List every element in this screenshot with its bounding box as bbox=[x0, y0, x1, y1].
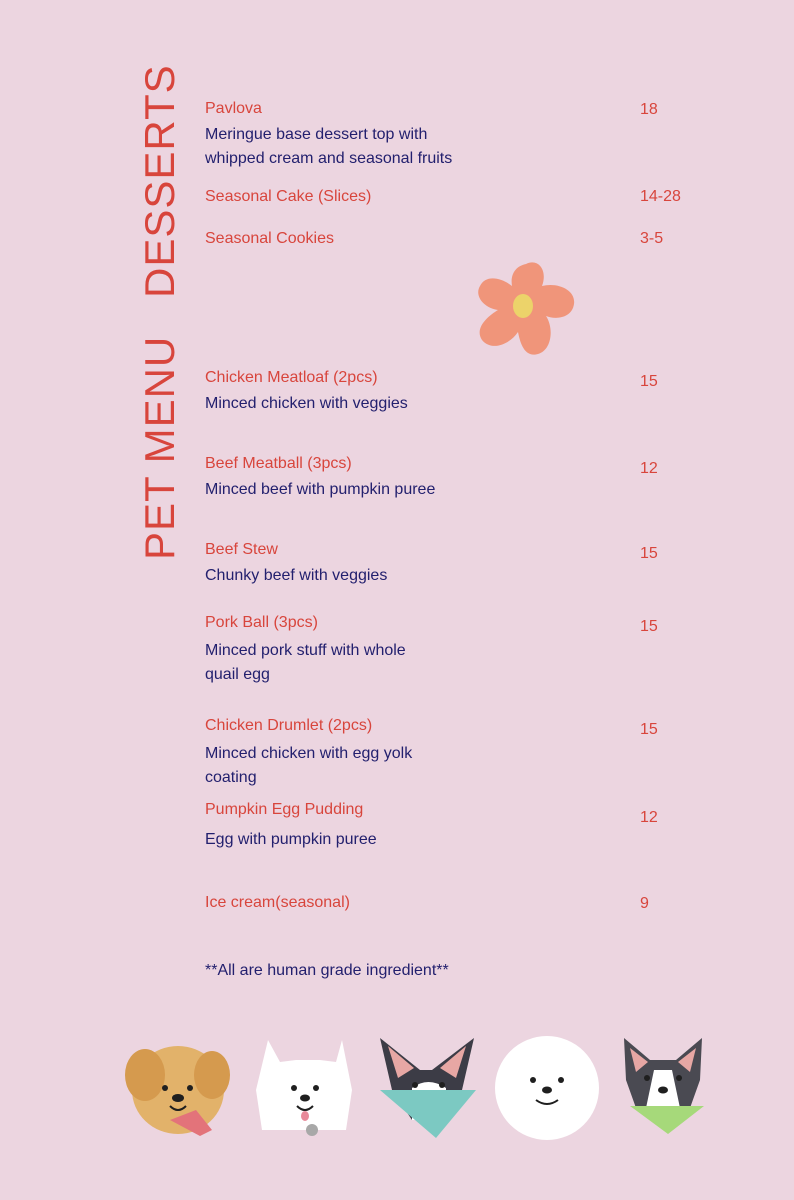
flower-icon bbox=[472, 256, 580, 360]
item-name: Pavlova bbox=[205, 100, 262, 117]
item-description: Minced beef with pumpkin puree bbox=[205, 481, 436, 498]
pet-menu-section-title: PET MENU bbox=[136, 335, 183, 560]
menu-item-seasonal-cake bbox=[205, 185, 485, 209]
item-name: Beef Stew bbox=[205, 541, 278, 558]
french-bulldog-icon bbox=[624, 1038, 704, 1134]
item-name: Chicken Meatloaf (2pcs) bbox=[205, 369, 378, 386]
item-price: 15 bbox=[640, 545, 658, 562]
item-name: Beef Meatball (3pcs) bbox=[205, 455, 352, 472]
item-name: Seasonal Cake (Slices) bbox=[205, 188, 372, 205]
item-price: 15 bbox=[640, 373, 658, 390]
item-description: Chunky beef with veggies bbox=[205, 567, 388, 584]
desserts-section-title: DESSERTS bbox=[136, 64, 183, 298]
menu-item-chicken-meatloaf bbox=[205, 366, 485, 416]
item-name: Chicken Drumlet (2pcs) bbox=[205, 717, 373, 734]
chihuahua-dog-icon bbox=[380, 1038, 476, 1138]
menu-item-ice-cream bbox=[205, 891, 485, 915]
menu-item-pavlova bbox=[205, 97, 485, 171]
item-description: Egg with pumpkin puree bbox=[205, 831, 377, 848]
menu-item-pork-ball bbox=[205, 611, 440, 687]
poodle-dog-icon bbox=[125, 1046, 230, 1136]
menu-item-pumpkin-egg-pudding bbox=[205, 798, 485, 852]
item-price: 15 bbox=[640, 618, 658, 635]
menu-item-beef-meatball bbox=[205, 452, 485, 502]
item-price: 15 bbox=[640, 721, 658, 738]
samoyed-dog-icon bbox=[256, 1040, 352, 1136]
item-description: Minced pork stuff with whole quail egg bbox=[205, 642, 406, 683]
bichon-dog-icon bbox=[495, 1036, 599, 1140]
item-description: Meringue base dessert top with whipped cream and seasonal fruits bbox=[205, 126, 453, 167]
dog-illustrations bbox=[0, 1030, 794, 1150]
item-name: Pumpkin Egg Pudding bbox=[205, 801, 364, 818]
item-price: 12 bbox=[640, 809, 658, 826]
item-description: Minced chicken with veggies bbox=[205, 395, 408, 412]
item-price: 12 bbox=[640, 460, 658, 477]
item-price: 9 bbox=[640, 895, 649, 912]
menu-item-seasonal-cookies bbox=[205, 227, 485, 251]
menu-item-chicken-drumlet bbox=[205, 714, 440, 790]
item-price: 3-5 bbox=[640, 230, 664, 247]
item-name: Pork Ball (3pcs) bbox=[205, 614, 318, 631]
item-name: Ice cream(seasonal) bbox=[205, 894, 350, 911]
item-description: Minced chicken with egg yolk coating bbox=[205, 745, 413, 786]
item-price: 14-28 bbox=[640, 188, 681, 205]
ingredient-note: **All are human grade ingredient** bbox=[205, 962, 449, 979]
menu-item-beef-stew bbox=[205, 538, 485, 588]
item-name: Seasonal Cookies bbox=[205, 230, 334, 247]
item-price: 18 bbox=[640, 101, 658, 118]
